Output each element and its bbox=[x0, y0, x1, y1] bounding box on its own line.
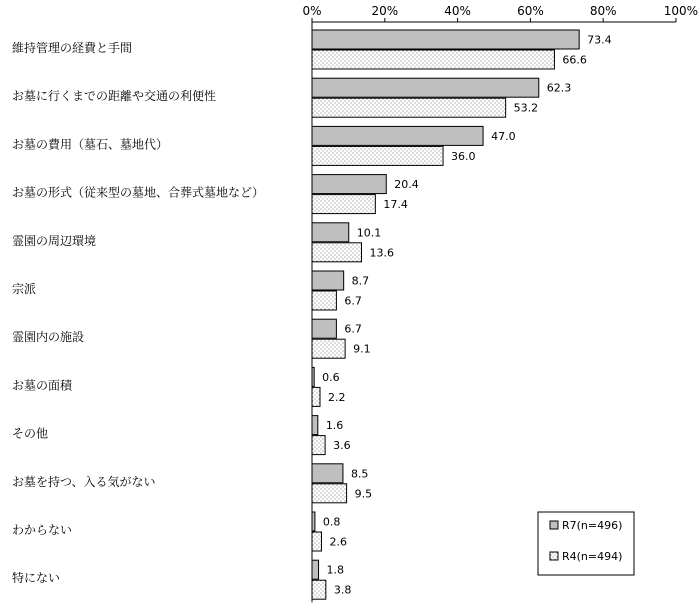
bar-r4 bbox=[312, 146, 443, 165]
bar-r4 bbox=[312, 532, 321, 551]
value-label: 2.2 bbox=[328, 390, 346, 404]
value-label: 17.4 bbox=[383, 198, 408, 212]
bar-r7 bbox=[312, 464, 343, 483]
bar-r4 bbox=[312, 98, 506, 117]
bar-r7 bbox=[312, 319, 336, 338]
value-label: 3.6 bbox=[333, 439, 351, 453]
bar-r7 bbox=[312, 512, 315, 531]
value-label: 1.6 bbox=[325, 419, 344, 433]
value-label: 20.4 bbox=[394, 178, 419, 192]
value-label: 8.5 bbox=[350, 467, 369, 481]
x-tick-label: 40% bbox=[444, 4, 471, 18]
bar-r7 bbox=[312, 416, 318, 435]
category-label: その他 bbox=[12, 426, 49, 441]
category-label: お墓の費用（墓石、墓地代） bbox=[12, 137, 169, 152]
category-label: 霊園内の施設 bbox=[12, 330, 85, 345]
bar-r7 bbox=[312, 126, 483, 145]
bar-r4 bbox=[312, 50, 554, 69]
value-label: 6.7 bbox=[344, 294, 362, 308]
bar-r4 bbox=[312, 484, 347, 503]
value-label: 0.8 bbox=[322, 515, 341, 529]
legend-swatch bbox=[550, 521, 558, 529]
bar-r4 bbox=[312, 436, 325, 455]
value-label: 8.7 bbox=[351, 274, 370, 288]
value-label: 6.7 bbox=[344, 322, 362, 336]
value-label: 0.6 bbox=[322, 370, 340, 384]
value-label: 1.8 bbox=[326, 563, 345, 577]
category-label: 宗派 bbox=[12, 282, 37, 296]
category-label: お墓を持つ、入る気がない bbox=[12, 474, 156, 489]
category-labels bbox=[12, 40, 264, 585]
value-label: 62.3 bbox=[546, 81, 572, 95]
x-axis-ticks bbox=[302, 4, 698, 22]
value-label: 36.0 bbox=[451, 149, 476, 163]
bar-r7 bbox=[312, 560, 319, 579]
x-tick-label: 100% bbox=[663, 4, 698, 18]
value-label: 66.6 bbox=[562, 53, 587, 67]
category-label: 特にない bbox=[12, 571, 61, 586]
value-label: 9.1 bbox=[353, 342, 371, 356]
legend-label: R7(n=496) bbox=[562, 519, 623, 532]
value-label: 3.8 bbox=[333, 583, 352, 597]
bar-r7 bbox=[312, 175, 386, 194]
bar-r4 bbox=[312, 339, 345, 358]
value-label: 13.6 bbox=[369, 246, 395, 260]
bar-r4 bbox=[312, 387, 320, 406]
legend-label: R4(n=494) bbox=[562, 550, 623, 563]
value-label: 73.4 bbox=[587, 33, 612, 47]
category-label: 維持管理の経費と手間 bbox=[12, 41, 133, 55]
category-label: お墓の形式（従来型の墓地、合葬式墓地など） bbox=[12, 185, 265, 200]
bar-r7 bbox=[312, 30, 579, 49]
category-label: わからない bbox=[12, 523, 73, 537]
bar-r7 bbox=[312, 271, 344, 290]
legend bbox=[538, 512, 634, 575]
category-label: お墓の面積 bbox=[12, 378, 73, 393]
x-tick-label: 0% bbox=[302, 4, 322, 18]
bar-r4 bbox=[312, 195, 375, 214]
bar-r7 bbox=[312, 223, 349, 242]
value-label: 9.5 bbox=[354, 487, 373, 501]
value-label: 10.1 bbox=[356, 226, 382, 240]
x-tick-label: 20% bbox=[371, 4, 399, 18]
value-label: 47.0 bbox=[491, 129, 516, 143]
bar-r4 bbox=[312, 243, 362, 262]
category-label: 霊園の周辺環境 bbox=[12, 233, 97, 248]
x-tick-label: 60% bbox=[517, 4, 544, 18]
category-label: お墓に行くまでの距離や交通の利便性 bbox=[12, 89, 217, 104]
bar-r4 bbox=[312, 580, 326, 599]
value-label: 53.2 bbox=[513, 101, 539, 115]
legend-swatch bbox=[550, 552, 558, 560]
value-label: 2.6 bbox=[329, 535, 347, 549]
bar-r4 bbox=[312, 291, 336, 310]
bar-r7 bbox=[312, 78, 539, 97]
x-tick-label: 80% bbox=[589, 4, 617, 18]
bar-r7 bbox=[312, 367, 314, 386]
